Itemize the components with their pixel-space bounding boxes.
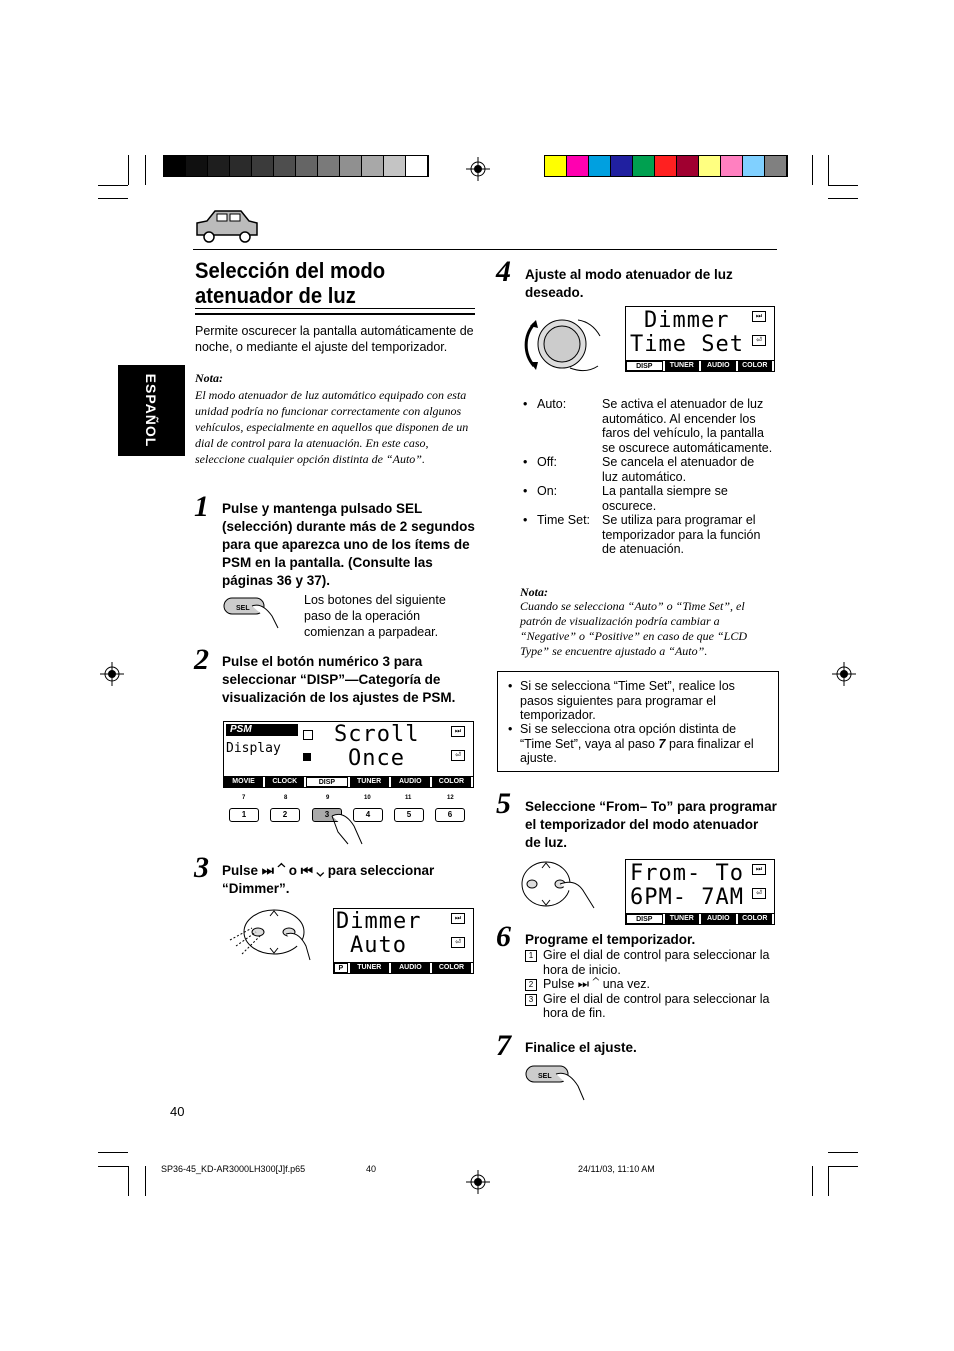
substep-number: 1 xyxy=(525,950,537,962)
substep-number: 2 xyxy=(525,979,537,991)
sel-button-press-icon xyxy=(222,592,282,632)
psm-logo: PSM xyxy=(226,724,298,736)
crop-mark xyxy=(145,1166,146,1196)
option-key: Time Set: xyxy=(537,513,591,527)
tab-color: COLOR xyxy=(432,963,471,973)
registration-mark-icon xyxy=(832,662,856,686)
sel-button-press-icon xyxy=(524,1062,588,1102)
number-key-2[interactable]: 2 xyxy=(270,808,300,822)
tab-audio: AUDIO xyxy=(391,963,430,973)
step-3-text-a: Pulse xyxy=(222,863,259,878)
enter-icon: ⏎ xyxy=(451,937,465,948)
option-value: Se activa el atenuador de luz automático. Al encender los faros del vehículo, la pantalla se oscurece automáticamente. xyxy=(602,397,773,455)
tab-disp: DISP xyxy=(626,914,663,924)
color-swatch xyxy=(252,156,274,176)
display-line-2: 6PM- 7AM xyxy=(630,885,744,910)
prev-caret-icon: ⏮ ⌄ xyxy=(300,863,324,878)
color-swatch xyxy=(186,156,208,176)
note-label: Nota: xyxy=(195,371,223,385)
list-item: • Off: Se cancela el atenuador de luz automático. xyxy=(523,455,773,484)
car-icon xyxy=(193,205,263,247)
dimmer-auto-display xyxy=(333,908,474,974)
title-underline xyxy=(195,308,475,315)
color-swatch xyxy=(677,156,699,176)
category-tabs xyxy=(626,360,774,371)
page-title: Selección del modo atenuador de luz xyxy=(195,258,386,308)
category-tabs xyxy=(626,913,774,924)
list-item xyxy=(525,992,777,1021)
crop-mark xyxy=(98,1152,128,1153)
finger-icon xyxy=(326,812,366,848)
crop-mark xyxy=(98,185,128,186)
tab-disp: DISP xyxy=(626,361,663,371)
skip-forward-icon: ⏭ xyxy=(451,726,465,737)
crop-mark xyxy=(828,185,858,186)
number-key-4[interactable]: 4 xyxy=(353,808,383,822)
category-tabs xyxy=(334,962,473,973)
color-swatch xyxy=(765,156,787,176)
color-calibration-bar xyxy=(544,155,788,177)
step-number: 3 xyxy=(194,851,209,884)
tab-tuner: TUNER xyxy=(665,361,700,371)
footer-file: SP36-45_KD-AR3000LH300[J]f.p65 xyxy=(161,1164,306,1174)
crop-mark xyxy=(828,155,829,185)
control-pad-press-icon xyxy=(520,858,598,910)
option-key: Off: xyxy=(537,455,557,469)
crop-mark xyxy=(145,155,146,185)
substep-text: Gire el dial de control para seleccionar la hora de inicio. xyxy=(543,948,770,977)
small-number: 11 xyxy=(405,795,412,801)
registration-mark-icon xyxy=(100,662,124,686)
step-number: 5 xyxy=(496,787,511,820)
intro-text: Permite oscurecer la pantalla automáticamente de noche, o mediante el ajuste del temporizador. xyxy=(195,324,474,354)
color-swatch xyxy=(340,156,362,176)
color-swatch xyxy=(318,156,340,176)
step-7-text: Finalice el ajuste. xyxy=(525,1040,637,1055)
tab-audio: AUDIO xyxy=(391,777,430,787)
sel-button-label: SEL xyxy=(538,1073,552,1080)
next-caret-icon: ⏭ ⌃ xyxy=(261,863,285,878)
step-1-note: Los botones del siguiente paso de la operación comienzan a parpadear. xyxy=(304,593,446,639)
info-item-2-text-b: para finalizar el ajuste. xyxy=(520,736,754,765)
step-4-text: Ajuste al modo atenuador de luz deseado. xyxy=(525,267,733,300)
skip-forward-icon: ⏭ xyxy=(752,864,766,875)
substeps xyxy=(525,948,777,1021)
step-2-text: Pulse el botón numérico 3 para seleccionar “DISP”—Categoría de visualización de los ajustes de PSM. xyxy=(222,654,456,705)
color-swatch xyxy=(208,156,230,176)
next-caret-icon: ⏭ ⌃ xyxy=(577,977,600,991)
step-number: 4 xyxy=(496,255,511,288)
option-key: Auto: xyxy=(537,397,567,411)
control-dial-icon xyxy=(520,310,604,380)
display-line-2: Time Set xyxy=(630,332,744,357)
registration-mark-icon xyxy=(466,157,490,181)
registration-mark-icon xyxy=(466,1170,490,1194)
color-swatch xyxy=(230,156,252,176)
color-swatch xyxy=(406,156,428,176)
from-to-display xyxy=(625,859,775,925)
note-label: Nota: xyxy=(520,585,548,599)
tab-color: COLOR xyxy=(738,361,773,371)
skip-icon xyxy=(303,730,313,740)
info-item-2-text-a: Si se selecciona otra opción distinta de “Time Set”, vaya al paso xyxy=(520,722,737,751)
dimmer-timeset-display xyxy=(625,306,775,372)
small-number: 12 xyxy=(447,795,454,801)
tab-movie: MOVIE xyxy=(224,777,263,787)
note-text: Cuando se selecciona “Auto” o “Time Set”, el patrón de visualización podría cambiar a “Negative” o “Positive” en caso de que “LCD Type” se encuentre ajustado a “Auto”. xyxy=(520,599,747,658)
tab-tuner: TUNER xyxy=(665,914,700,924)
tab-disp: DISP xyxy=(306,777,347,787)
info-item-1: Si se selecciona “Time Set”, realice los pasos siguientes para programar el temporizador. xyxy=(520,679,735,722)
bullet-icon xyxy=(303,753,311,761)
display-line-1: From- To xyxy=(630,861,744,886)
language-tab xyxy=(118,365,185,456)
step-reference: 7 xyxy=(658,736,666,751)
skip-forward-icon: ⏭ xyxy=(752,311,766,322)
tab-tuner: TUNER xyxy=(350,963,389,973)
crop-mark xyxy=(828,198,858,199)
control-pad-press-icon xyxy=(226,906,316,962)
color-swatch xyxy=(274,156,296,176)
info-box: • Si se selecciona “Time Set”, realice los pasos siguientes para programar el temporizador. • Si se selecciona otra opción distinta de “Time Set”, vaya al paso 7 para finalizar el ajuste. xyxy=(497,671,779,772)
tab-clock: CLOCK xyxy=(265,777,304,787)
color-swatch xyxy=(743,156,765,176)
crop-mark xyxy=(828,1166,858,1167)
info-item-2 xyxy=(520,722,770,766)
color-swatch xyxy=(589,156,611,176)
small-number: 8 xyxy=(284,795,288,801)
option-value: Se utiliza para programar el temporizador para la función de atenuación. xyxy=(602,513,761,556)
color-swatch xyxy=(164,156,186,176)
step-3-text-c: para seleccionar “Dimmer”. xyxy=(222,863,435,896)
enter-icon: ⏎ xyxy=(752,335,766,346)
option-value: Se cancela el atenuador de luz automático. xyxy=(602,455,755,484)
display-line-1: Dimmer xyxy=(644,308,730,333)
substep-text-b: una vez. xyxy=(602,977,650,991)
step-5-text: Seleccione “From– To” para programar el temporizador del modo atenuador de luz. xyxy=(525,799,777,850)
small-number: 10 xyxy=(364,795,371,801)
color-swatch xyxy=(567,156,589,176)
substep-text-a: Pulse xyxy=(543,977,575,991)
display-line-2: Auto xyxy=(350,933,407,958)
tab-color: COLOR xyxy=(738,914,773,924)
category-tabs xyxy=(224,776,473,787)
tab-audio: AUDIO xyxy=(701,361,736,371)
number-key-5[interactable]: 5 xyxy=(394,808,424,822)
step-number: 6 xyxy=(496,920,511,953)
svg-text:SEL: SEL xyxy=(236,605,250,612)
grayscale-color-bar xyxy=(163,155,429,177)
color-swatch xyxy=(296,156,318,176)
color-swatch xyxy=(545,156,567,176)
crop-mark xyxy=(98,198,128,199)
color-swatch xyxy=(655,156,677,176)
dimmer-options-list xyxy=(523,397,773,557)
step-number: 1 xyxy=(194,490,209,523)
option-key: On: xyxy=(537,484,558,498)
language-label: ESPAÑOL xyxy=(143,373,160,448)
crop-mark xyxy=(128,1166,129,1196)
step-3-text-b: o xyxy=(288,863,298,878)
tab-disp: P xyxy=(334,963,348,973)
color-swatch xyxy=(721,156,743,176)
list-item xyxy=(525,948,777,977)
small-number: 9 xyxy=(326,795,330,801)
crop-mark xyxy=(98,1166,128,1167)
list-item: • Time Set: Se utiliza para programar el temporizador para la función de atenuación. xyxy=(523,513,773,557)
display-line-1: Scroll xyxy=(334,722,420,747)
psm-display xyxy=(223,721,474,788)
tab-color: COLOR xyxy=(432,777,471,787)
step-number: 2 xyxy=(194,643,209,676)
display-line-1: Dimmer xyxy=(336,909,422,934)
substep-text: Gire el dial de control para seleccionar la hora de fin. xyxy=(543,991,770,1020)
number-key-6[interactable]: 6 xyxy=(435,808,465,822)
option-value: La pantalla siempre se oscurece. xyxy=(602,484,728,513)
step-3-text xyxy=(222,862,477,898)
small-number: 7 xyxy=(242,795,246,801)
skip-forward-icon: ⏭ xyxy=(451,913,465,924)
substep-number: 3 xyxy=(525,994,537,1006)
crop-mark xyxy=(828,1166,829,1196)
list-item: • Auto: Se activa el atenuador de luz automático. Al encender los faros del vehículo, la pantalla se oscurece automáticamente. xyxy=(523,397,773,455)
crop-mark xyxy=(812,155,813,185)
color-swatch xyxy=(611,156,633,176)
color-swatch xyxy=(362,156,384,176)
number-key-1[interactable]: 1 xyxy=(229,808,259,822)
list-item xyxy=(525,977,777,992)
enter-icon: ⏎ xyxy=(451,750,465,761)
step-1-text: Pulse y mantenga pulsado SEL (selección) durante más de 2 segundos para que aparezca uno de los ítems de PSM en la pantalla. (Consulte las páginas 36 y 37). xyxy=(222,501,475,588)
step-6-text: Programe el temporizador. xyxy=(525,932,696,947)
display-line-2: Once xyxy=(348,746,405,771)
crop-mark xyxy=(828,1152,858,1153)
step-number: 7 xyxy=(496,1029,511,1062)
number-key-3[interactable]: 3 xyxy=(312,808,342,822)
footer-page: 40 xyxy=(366,1164,377,1174)
crop-mark xyxy=(128,155,129,185)
crop-mark xyxy=(812,1166,813,1196)
footer-date: 24/11/03, 11:10 AM xyxy=(578,1164,655,1174)
list-item: • On: La pantalla siempre se oscurece. xyxy=(523,484,773,513)
enter-icon: ⏎ xyxy=(752,888,766,899)
color-swatch xyxy=(699,156,721,176)
color-swatch xyxy=(633,156,655,176)
page-number: 40 xyxy=(170,1104,185,1119)
tab-tuner: TUNER xyxy=(350,777,389,787)
header-rule xyxy=(193,249,777,250)
tab-audio: AUDIO xyxy=(701,914,736,924)
color-swatch xyxy=(384,156,406,176)
note-text: El modo atenuador de luz automático equipado con esta unidad podría no funcionar correctamente con algunos vehículos, especialmente en aquellos que disponen de un dial de control para la atenuación. En este caso, seleccione cualquier opción distinta de “Auto”. xyxy=(195,388,469,466)
psm-display-sub: Display xyxy=(226,741,281,756)
